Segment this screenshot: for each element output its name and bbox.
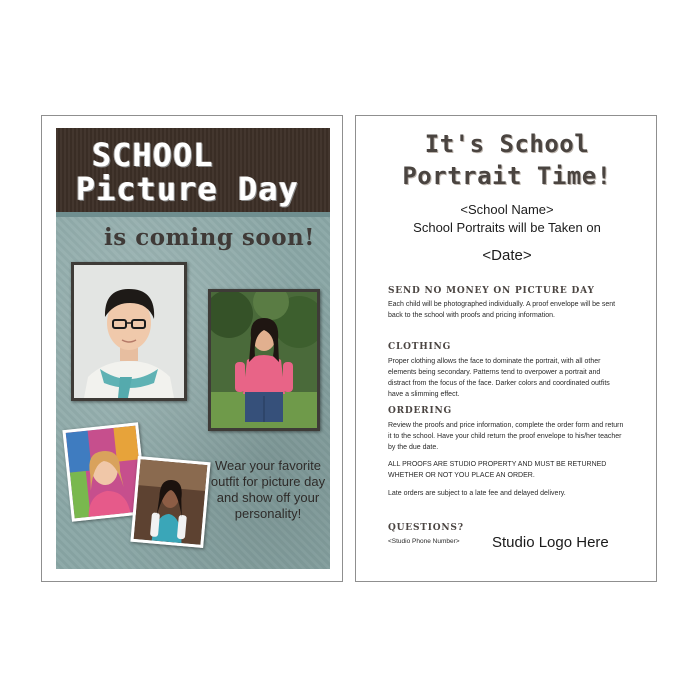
student-photo-boy <box>71 262 187 401</box>
text-send-no-money: Each child will be photographed individually. A proof envelope will be sent back to the school with proofs and pricing information. <box>388 301 616 319</box>
school-name-placeholder: <School Name> <box>460 202 554 217</box>
girl-outdoor-image <box>211 292 317 428</box>
studio-logo-placeholder: Studio Logo Here <box>492 534 609 551</box>
heading-questions: QUESTIONS? <box>388 523 464 533</box>
front-flyer <box>41 115 343 582</box>
date-placeholder: <Date> <box>482 247 532 264</box>
text-ordering: Review the proofs and price information, complete the order form and return it to the school. Have your child return the proof envelope to his/her teacher by the due date. <box>388 422 624 451</box>
text-late-orders: Late orders are subject to a late fee and delayed delivery. <box>388 490 566 497</box>
girl-colorful-image <box>66 426 145 519</box>
back-flyer <box>355 115 657 582</box>
heading-ordering: ORDERING <box>388 406 452 416</box>
title-school: SCHOOL <box>92 136 214 174</box>
back-title-line2: Portrait Time! <box>402 162 612 190</box>
heading-clothing: CLOTHING <box>388 342 452 352</box>
title-picture-day: Picture Day <box>76 170 299 208</box>
outfit-message: Wear your favorite outfit for picture day and show off your personality! <box>210 458 326 521</box>
girl-hallway-image <box>134 459 208 545</box>
student-photo-girl-hallway <box>130 456 210 548</box>
portraits-taken-on: School Portraits will be Taken on <box>413 220 601 235</box>
studio-phone-placeholder: <Studio Phone Number> <box>388 538 460 545</box>
text-proofs-property: ALL PROOFS ARE STUDIO PROPERTY AND MUST BE RETURNED WHETHER OR NOT YOU PLACE AN ORDER. <box>388 461 607 479</box>
subtitle-coming-soon: is coming soon! <box>104 224 315 251</box>
divider-band <box>56 212 330 217</box>
heading-send-no-money: SEND NO MONEY ON PICTURE DAY <box>388 286 595 296</box>
text-clothing: Proper clothing allows the face to dominate the portrait, with all other elements being secondary. Patterns tend to overpower a portrait and distract from the focus of the face. Darker colors and coordinated outfits have a slimming effect. <box>388 358 610 398</box>
student-photo-girl-outdoor <box>208 289 320 431</box>
back-title-line1: It's School <box>424 130 590 158</box>
boy-portrait-image <box>74 265 184 398</box>
